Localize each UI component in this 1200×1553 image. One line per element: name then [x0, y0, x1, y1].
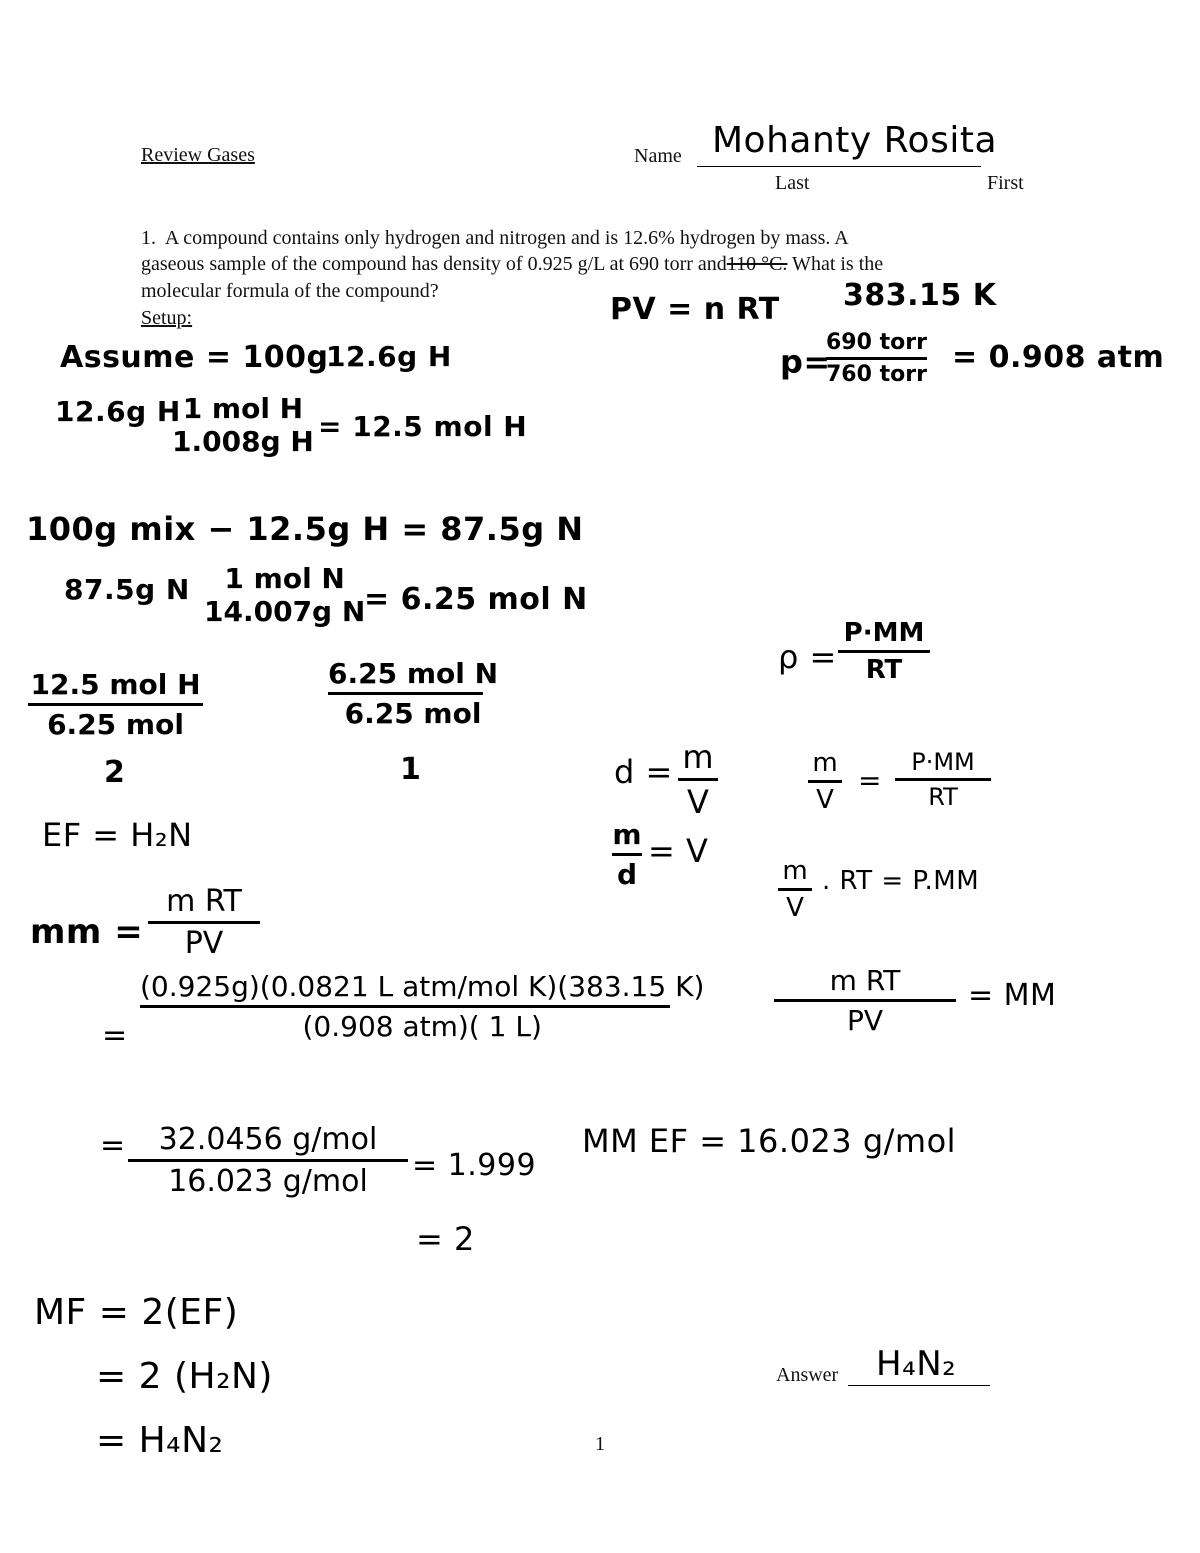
nitrogen-denominator: 14.007g N	[204, 595, 366, 628]
hydrogen-ratio-numerator: 12.5 mol H	[30, 668, 201, 701]
mass-volume-equals: =	[858, 764, 882, 797]
calc-equals: =	[102, 1018, 128, 1053]
volume-rhs: = V	[648, 832, 709, 870]
molecular-formula-step-3: = H₄N₂	[96, 1420, 224, 1461]
student-name: Mohanty Rosita	[712, 120, 997, 161]
hydrogen-mass-lhs: 12.6g H	[55, 395, 181, 428]
volume-numerator: m	[612, 818, 642, 851]
right-molar-mass-numerator: m RT	[829, 964, 901, 997]
fraction-bar	[140, 1005, 670, 1008]
fraction-bar	[774, 999, 956, 1002]
fraction-bar	[128, 1159, 408, 1162]
answer-value: H₄N₂	[876, 1344, 957, 1384]
rearranged-rhs: . RT = P.MM	[822, 866, 980, 896]
assume-mass: Assume = 100g	[60, 340, 329, 375]
first-label: First	[987, 172, 1024, 194]
nitrogen-mass-line: 100g mix − 12.5g H = 87.5g N	[26, 510, 584, 548]
mass-volume-rhs-fraction	[895, 748, 991, 811]
density-denominator: RT	[865, 655, 903, 685]
formula-ratio-result: = 1.999	[412, 1148, 537, 1183]
density-lhs: ρ =	[778, 638, 837, 676]
molar-mass-calculation	[140, 970, 704, 1043]
empirical-formula: EF = H₂N	[42, 816, 193, 854]
temperature-kelvin: 383.15 K	[843, 278, 997, 313]
hydrogen-denominator: 1.008g H	[172, 425, 314, 458]
density-def-lhs: d =	[614, 753, 673, 791]
rearranged-fraction	[778, 856, 812, 923]
fraction-bar	[678, 778, 718, 781]
hydrogen-numerator: 1 mol H	[182, 392, 304, 425]
formula-ratio-fraction	[128, 1122, 408, 1199]
rearranged-denominator: V	[786, 893, 804, 923]
right-molar-mass-rhs: = MM	[968, 978, 1057, 1013]
pressure-numerator: 690 torr	[826, 330, 927, 355]
molar-mass-denominator: PV	[184, 926, 224, 961]
molecular-formula-step-2: = 2 (H₂N)	[96, 1356, 273, 1397]
density-def-fraction	[678, 738, 718, 821]
nitrogen-ratio-value: 1	[400, 752, 422, 787]
fraction-bar	[895, 778, 991, 781]
fraction-bar	[28, 703, 203, 706]
nitrogen-mass-lhs: 87.5g N	[64, 573, 190, 606]
mass-volume-fraction	[808, 748, 842, 815]
ratio-equals: =	[100, 1128, 126, 1163]
name-underline	[697, 166, 981, 167]
nitrogen-ratio-denominator: 6.25 mol	[344, 697, 482, 730]
hydrogen-ratio-denominator: 6.25 mol	[47, 708, 184, 741]
molar-mass-fraction	[148, 884, 260, 961]
question-line-2	[141, 251, 883, 277]
density-def-numerator: m	[682, 738, 714, 776]
formula-ratio-numerator: 32.0456 g/mol	[158, 1122, 378, 1157]
hydrogen-conversion-fraction	[172, 392, 314, 458]
answer-underline	[848, 1385, 990, 1386]
hydrogen-ratio-value: 2	[104, 755, 126, 790]
answer-label: Answer	[776, 1364, 839, 1386]
pressure-fraction	[826, 330, 927, 387]
name-label: Name	[634, 145, 682, 167]
crossed-out-temperature: 110 °C.	[726, 253, 788, 275]
question-line-3: molecular formula of the compound?	[141, 280, 439, 302]
nitrogen-ratio-fraction	[328, 657, 498, 730]
calculation-denominator: (0.908 atm)( 1 L)	[302, 1010, 542, 1043]
fraction-bar	[148, 921, 260, 924]
right-molar-mass-fraction	[774, 964, 956, 1037]
nitrogen-moles-result: = 6.25 mol N	[364, 582, 588, 617]
rearranged-numerator: m	[782, 856, 808, 886]
question-number: 1.	[141, 227, 156, 249]
given-hydrogen-mass: 12.6g H	[326, 340, 452, 373]
question-text-2b: What is the	[787, 253, 884, 275]
molar-mass-numerator: m RT	[166, 884, 242, 919]
fraction-bar	[328, 692, 483, 695]
right-molar-mass-denominator: PV	[846, 1004, 884, 1037]
page-number: 1	[595, 1433, 605, 1455]
nitrogen-conversion-fraction	[204, 562, 365, 628]
mass-volume-denominator: V	[816, 785, 834, 815]
worksheet-title: Review Gases	[141, 144, 255, 166]
hydrogen-moles-result: = 12.5 mol H	[318, 410, 528, 443]
density-def-denominator: V	[687, 783, 709, 821]
volume-fraction	[612, 818, 642, 891]
formula-ratio-denominator: 16.023 g/mol	[168, 1164, 368, 1199]
molecular-formula-step-1: MF = 2(EF)	[34, 1292, 239, 1333]
fraction-bar	[838, 650, 930, 653]
mass-volume-rhs-numerator: P·MM	[911, 748, 975, 776]
pressure-lhs: p=	[780, 343, 831, 381]
question-text-1: A compound contains only hydrogen and nitrogen and is 12.6% hydrogen by mass. A	[164, 227, 849, 249]
volume-denominator: d	[616, 858, 638, 891]
mass-volume-numerator: m	[812, 748, 838, 778]
pressure-denominator: 760 torr	[826, 362, 927, 387]
nitrogen-ratio-numerator: 6.25 mol N	[328, 657, 499, 690]
setup-label: Setup:	[141, 307, 193, 329]
nitrogen-numerator: 1 mol N	[224, 562, 345, 595]
ideal-gas-law: PV = n RT	[610, 292, 780, 327]
last-label: Last	[775, 172, 810, 194]
fraction-bar	[778, 888, 812, 891]
question-line-1	[141, 225, 849, 251]
fraction-bar	[612, 853, 642, 856]
calculation-numerator: (0.925g)(0.0821 L atm/mol K)(383.15 K)	[140, 970, 705, 1003]
density-fraction	[838, 618, 930, 685]
hydrogen-ratio-fraction	[28, 668, 203, 741]
fraction-bar	[826, 357, 927, 360]
density-numerator: P·MM	[843, 618, 925, 648]
question-text-2a: gaseous sample of the compound has density of 0.925 g/L at 690 torr and	[141, 253, 727, 275]
empirical-molar-mass: MM EF = 16.023 g/mol	[582, 1122, 957, 1160]
molar-mass-lhs: mm =	[30, 912, 144, 952]
formula-ratio-rounded: = 2	[416, 1220, 475, 1258]
mass-volume-rhs-denominator: RT	[928, 783, 958, 811]
pressure-result: = 0.908 atm	[952, 340, 1165, 375]
fraction-bar	[808, 780, 842, 783]
